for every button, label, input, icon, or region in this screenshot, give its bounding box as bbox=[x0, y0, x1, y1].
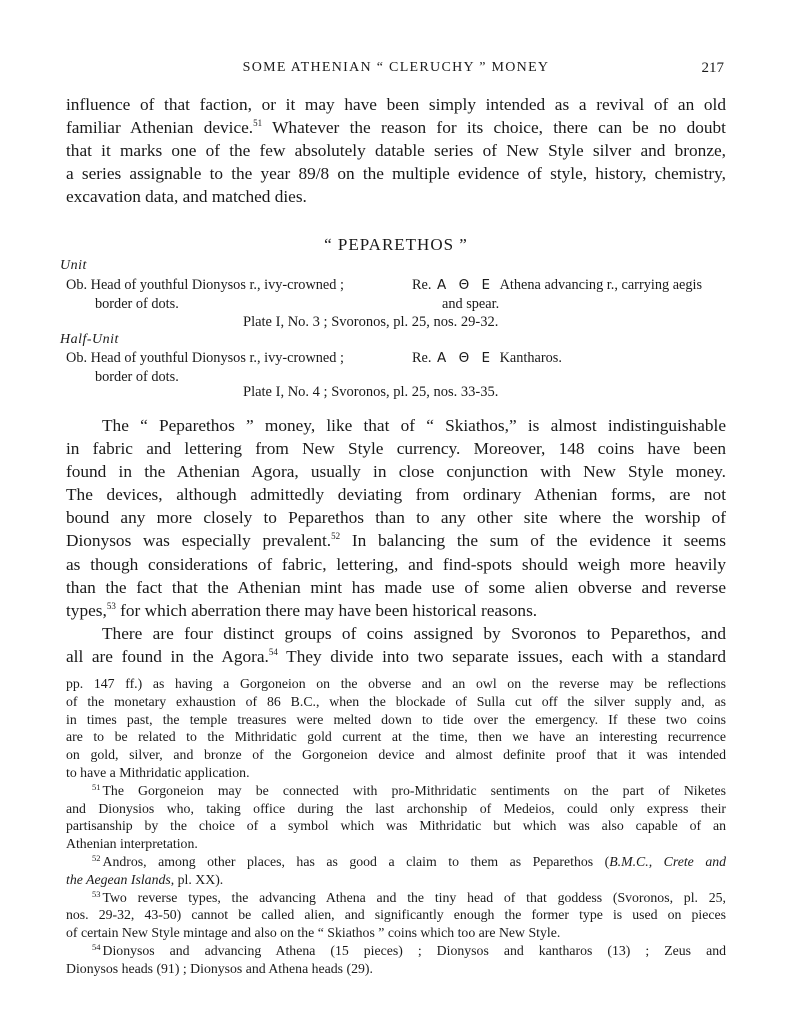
text-line: that it marks one of the few absolutely datable series of New Style silver and bronze, bbox=[66, 141, 726, 161]
text-line: in fabric and lettering from New Style currency. Moreover, 148 coins have been bbox=[66, 439, 726, 459]
catalog-half-unit-reference: Plate I, No. 4 ; Svoronos, pl. 25, nos. 33-35. bbox=[243, 384, 499, 400]
main-paragraph bbox=[66, 414, 726, 622]
greek-legend: Α Θ Ε bbox=[437, 277, 495, 293]
footnote-line: on gold, silver, and bronze of the Gorgoneion device and almost definite proof that it was intended bbox=[66, 747, 726, 763]
footnote-54: $^{54}$ Dionysos and advancing Athena (15 pieces) ; Dionysos and kantharos (13) ; Zeus and bbox=[92, 941, 726, 958]
footnote-line: Dionysos heads (91) ; Dionysos and Athena heads (29). bbox=[66, 960, 373, 976]
footnote-ref-53[interactable]: 53 bbox=[106, 600, 116, 611]
intro-paragraph bbox=[66, 93, 726, 208]
footnote-ref-51[interactable]: 51 bbox=[253, 118, 263, 129]
text-line: than the fact that the Athenian mint has made use of some alien obverse and reverse bbox=[66, 577, 726, 597]
footnote-53: $^{53}$ Two reverse types, the advancing Athena and the tiny head of that goddess (Svoronos, pl. 25, bbox=[92, 888, 726, 905]
footnote-line: in times past, the temple treasures were melted down to tide over the emergency. If these two coins bbox=[66, 711, 726, 727]
text-line: There are four distinct groups of coins assigned by Svoronos to Peparethos, and bbox=[102, 624, 726, 643]
catalog-label-unit: Unit bbox=[60, 258, 87, 273]
footnote-line: to have a Mithridatic application. bbox=[66, 764, 250, 780]
footnote-51: $^{51}$ The Gorgoneion may be connected with pro-Mithridatic sentiments on the part of Niketes bbox=[92, 781, 726, 798]
footnote-line: of the monetary exhaustion of 86 B.C., when the blockade of Sulla cut off the silver supply and, as bbox=[66, 693, 726, 709]
text-line: bound any more closely to Peparethos than to any other site where the worship of bbox=[66, 508, 726, 528]
text-line: all are found in the Agora.$^{54}$ They divide into two separate issues, each with a standard bbox=[66, 647, 726, 667]
catalog-half-unit-obverse: Ob. Head of youthful Dionysos r., ivy-crowned ; border of dots. bbox=[66, 350, 344, 385]
catalog-unit-reverse: Re. Α Θ Ε Athena advancing r., carrying aegis and spear. bbox=[412, 277, 703, 312]
running-header bbox=[66, 60, 726, 82]
text-line: familiar Athenian device.$^{51}$ Whatever the reason for its choice, there can be no doubt bbox=[66, 118, 726, 138]
catalog-unit-obverse: Ob. Head of youthful Dionysos r., ivy-crowned ; border of dots. bbox=[66, 277, 344, 312]
text-line: types,$^{53}$ for which aberration there may have been historical reasons. bbox=[66, 600, 538, 620]
footnote-line: partisanship by the choice of a symbol which was Mithridatic but which was also capable of an bbox=[66, 818, 726, 834]
catalog-label-half-unit: Half-Unit bbox=[60, 332, 119, 347]
footnote-line: of certain New Style mintage and also on the “ Skiathos ” coins which too are New Style. bbox=[66, 925, 561, 941]
text-line: found in the Athenian Agora, usually in close conjunction with New Style money. bbox=[66, 462, 726, 482]
footnote-ref-54[interactable]: 54 bbox=[268, 647, 278, 658]
footnote-ref-52[interactable]: 52 bbox=[331, 531, 341, 542]
text-line: as though considerations of fabric, lettering, and find-spots should weigh more heavily bbox=[66, 554, 726, 574]
page-number: 217 bbox=[701, 60, 724, 76]
footnotes bbox=[66, 675, 726, 978]
text-line: excavation data, and matched dies. bbox=[66, 187, 307, 207]
footnote-line: are to be related to the Mithridatic gold current at the time, then we have an interesting recurrence bbox=[66, 729, 726, 745]
text-line: Dionysos was especially prevalent.$^{52}$ In balancing the sum of the evidence it seems bbox=[66, 531, 726, 551]
footnote-line: nos. 29-32, 43-50) cannot be called alien, and significantly enough the former type is used on pieces bbox=[66, 907, 726, 923]
footnote-line: the Aegean Islands, pl. XX). bbox=[66, 871, 224, 887]
catalog-unit-reference: Plate I, No. 3 ; Svoronos, pl. 25, nos. 29-32. bbox=[243, 314, 499, 330]
second-paragraph bbox=[66, 622, 726, 668]
footnote-line: and Dionysios who, taking office during the last archonship of Medeios, could only express their bbox=[66, 800, 726, 816]
footnote-line: Athenian interpretation. bbox=[66, 836, 198, 852]
footnote-52: $^{52}$ Andros, among other places, has as good a claim to them as Peparethos (B.M.C., Crete and bbox=[92, 852, 727, 869]
text-line: The “ Peparethos ” money, like that of “ Skiathos,” is almost indistinguishable bbox=[102, 416, 726, 435]
text-line: a series assignable to the year 89/8 on the multiple evidence of style, history, chemistry, bbox=[66, 164, 726, 184]
catalog-half-unit-reverse: Re. Α Θ Ε Kantharos. bbox=[412, 350, 562, 366]
section-title: “ PEPARETHOS ” bbox=[324, 235, 468, 254]
text-line: influence of that faction, or it may have been simply intended as a revival of an old bbox=[66, 95, 726, 114]
footnote-line: pp. 147 ff.) as having a Gorgoneion on the obverse and an owl on the reverse may be reflections bbox=[66, 676, 726, 691]
text-line: The devices, although admittedly deviating from ordinary Athenian forms, are not bbox=[66, 485, 726, 505]
greek-legend: Α Θ Ε bbox=[437, 350, 495, 366]
running-title: SOME ATHENIAN “ CLERUCHY ” MONEY bbox=[242, 60, 550, 75]
